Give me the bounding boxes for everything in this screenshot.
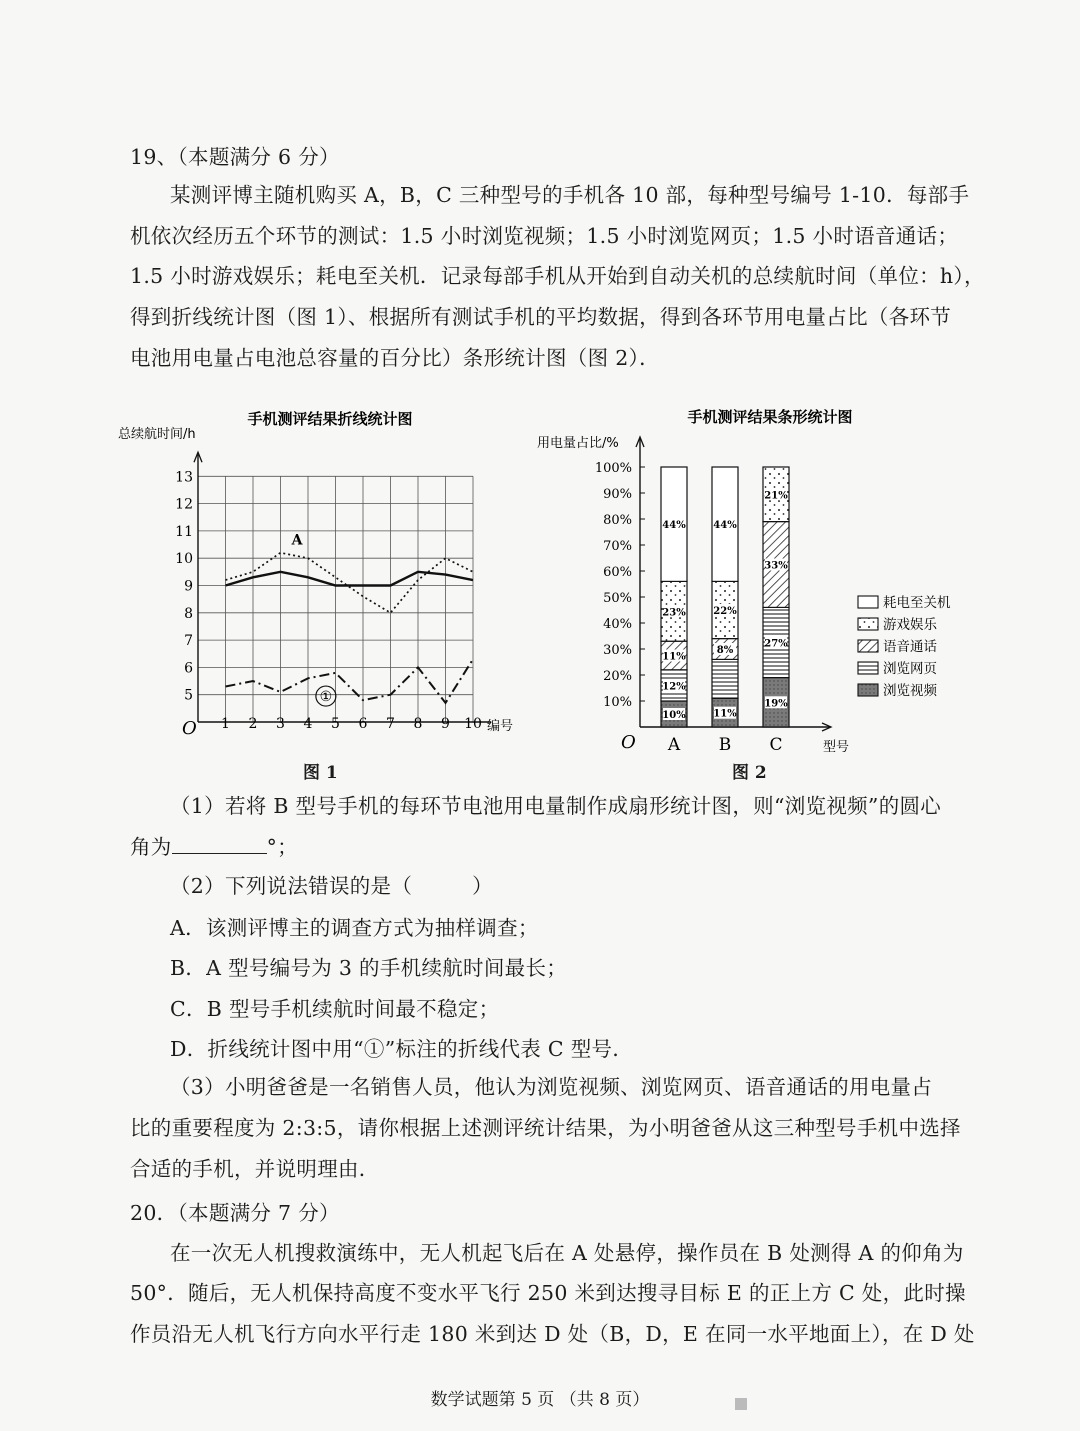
q19-para-line-2: 机依次经历五个环节的测试：1.5 小时浏览视频；1.5 小时浏览网页；1.5 小时语音通话； [130, 224, 959, 248]
y-tick-label: 30% [603, 643, 632, 658]
y-tick-label: 12 [175, 496, 193, 513]
legend-swatch [858, 618, 878, 630]
q19-para-line-4: 得到折线统计图（图 1）、根据所有测试手机的平均数据，得到各环节用电量占比（各环节 [130, 305, 952, 329]
series-line-1 [226, 553, 474, 613]
figure-1-caption: 图 1 [303, 763, 338, 783]
q20-para-line-1: 在一次无人机搜救演练中，无人机起飞后在 A 处悬停，操作员在 B 处测得 A 的仰角为 [170, 1241, 964, 1265]
x-tick-label: 3 [276, 716, 285, 732]
y-tick-label: 90% [603, 487, 632, 502]
bar-data-label: 10% [662, 710, 686, 721]
y-tick-label: 60% [603, 565, 632, 580]
chart-title: 手机测评结果折线统计图 [247, 410, 413, 428]
option-c: C．B 型号手机续航时间最不稳定； [170, 997, 500, 1021]
y-tick-label: 80% [603, 513, 632, 528]
x-category-label: C [769, 735, 783, 755]
q20-para-line-3: 作员沿无人机飞行方向水平行走 180 米到达 D 处（B，D，E 在同一水平地面上），在 D 处 [130, 1322, 975, 1346]
legend-label: 浏览视频 [883, 683, 937, 699]
option-b: B．A 型号编号为 3 的手机续航时间最长； [170, 956, 568, 980]
q19-sub1-suffix: °； [266, 835, 298, 859]
y-tick-label: 70% [603, 539, 632, 554]
bar-data-label: 33% [764, 560, 788, 572]
x-axis-label: 型号 [823, 740, 850, 755]
y-tick-label: 10% [603, 695, 632, 710]
annotation-label-a: A [291, 532, 303, 549]
bar-data-label: 11% [713, 708, 737, 720]
x-tick-label: 9 [441, 716, 450, 732]
y-tick-label: 9 [184, 578, 193, 595]
bar-data-label: 23% [662, 607, 686, 619]
origin-label: O [621, 732, 636, 753]
x-tick-label: 6 [358, 716, 368, 732]
option-d: D．折线统计图中用“①”标注的折线代表 C 型号． [170, 1037, 634, 1061]
bar-data-label: 44% [713, 520, 737, 532]
series-line-3 [226, 659, 474, 706]
x-tick-label: 2 [248, 716, 258, 732]
legend-label: 游戏娱乐 [883, 617, 937, 633]
bar-data-label: 8% [716, 645, 734, 656]
stacked-bar-chart-figure-2 [525, 400, 975, 755]
legend-swatch [858, 662, 878, 674]
q19-sub3-line-2: 比的重要程度为 2:3:5，请你根据上述测评统计结果，为小明爸爸从这三种型号手机中选择 [130, 1116, 961, 1140]
y-tick-label: 13 [175, 469, 193, 486]
option-a: A．该测评博主的调查方式为抽样调查； [170, 916, 539, 940]
y-tick-label: 10 [175, 551, 193, 568]
y-tick-label: 6 [184, 660, 193, 677]
question-19-header: 19、（本题满分 6 分） [130, 145, 340, 169]
y-tick-label: 40% [603, 617, 632, 632]
y-axis-label: 总续航时间/h [118, 427, 196, 442]
q19-sub3-line-1: （3）小明爸爸是一名销售人员，他认为浏览视频、浏览网页、语音通话的用电量占 [170, 1075, 933, 1099]
q19-sub2-prefix: （2）下列说法错误的是（ [170, 874, 413, 898]
y-tick-label: 11 [175, 523, 193, 540]
page-footer: 数学试题第 5 页 （共 8 页） [430, 1390, 650, 1410]
q19-sub1-prefix: 角为 [130, 835, 172, 859]
q19-sub2-line [170, 871, 493, 901]
q19-para-line-3: 1.5 小时游戏娱乐；耗电至关机．记录每部手机从开始到自动关机的总续航时间（单位：h）， [130, 264, 985, 288]
series-line-2 [226, 572, 474, 586]
y-axis-label: 用电量占比/% [537, 436, 619, 451]
y-tick-label: 50% [603, 591, 632, 606]
q19-sub3-line-3: 合适的手机，并说明理由． [130, 1157, 380, 1181]
bar-data-label: 22% [713, 606, 737, 617]
y-tick-label: 100% [594, 461, 632, 476]
y-tick-label: 8 [184, 605, 193, 622]
bar-data-label: 11% [662, 651, 686, 663]
x-category-label: A [667, 735, 681, 755]
bar-data-label: 27% [764, 638, 788, 650]
legend-label: 语音通话 [883, 639, 937, 655]
x-tick-label: 1 [221, 716, 230, 732]
y-tick-label: 20% [603, 669, 632, 684]
x-tick-label: 4 [303, 716, 313, 732]
q19-sub1-line-1: （1）若将 B 型号手机的每环节电池用电量制作成扇形统计图，则“浏览视频”的圆心 [170, 794, 942, 818]
x-tick-label: 8 [413, 716, 423, 732]
q19-sub1-line-2 [130, 832, 298, 862]
bar-data-label: 19% [764, 698, 788, 710]
legend-label: 耗电至关机 [883, 595, 951, 611]
q19-sub2-suffix: ） [472, 874, 493, 898]
scan-mark [735, 1398, 747, 1410]
q20-para-line-2: 50°．随后，无人机保持高度不变水平飞行 250 米到达搜寻目标 E 的正上方 C 处，此时操 [130, 1281, 966, 1305]
x-category-label: B [718, 735, 732, 755]
legend-swatch [858, 640, 878, 652]
line-chart-figure-1 [110, 400, 530, 745]
chart-title: 手机测评结果条形统计图 [687, 408, 853, 426]
legend-label: 浏览网页 [883, 661, 937, 677]
y-tick-label: 7 [184, 633, 193, 650]
legend-swatch [858, 596, 878, 608]
legend-swatch [858, 684, 878, 696]
bar-data-label: 12% [662, 681, 686, 693]
bar-data-label: 44% [662, 520, 686, 532]
origin-label: O [182, 718, 197, 739]
x-tick-label: 5 [331, 716, 340, 732]
y-tick-label: 5 [184, 687, 193, 704]
x-tick-label: 10 [464, 716, 482, 732]
bar-segment [712, 659, 738, 698]
answer-blank[interactable] [172, 835, 267, 854]
q19-para-line-1: 某测评博主随机购买 A，B，C 三种型号的手机各 10 部，每种型号编号 1-10．每部手 [170, 183, 970, 207]
question-20-header: 20．（本题满分 7 分） [130, 1201, 340, 1225]
annotation-label-circled-one: ① [319, 689, 333, 706]
figure-2-caption: 图 2 [732, 763, 767, 783]
q19-para-line-5: 电池用电量占电池总容量的百分比）条形统计图（图 2）． [130, 346, 660, 370]
bar-data-label: 21% [764, 490, 788, 502]
x-tick-label: 7 [386, 716, 395, 732]
x-axis-label: 编号 [487, 719, 514, 734]
